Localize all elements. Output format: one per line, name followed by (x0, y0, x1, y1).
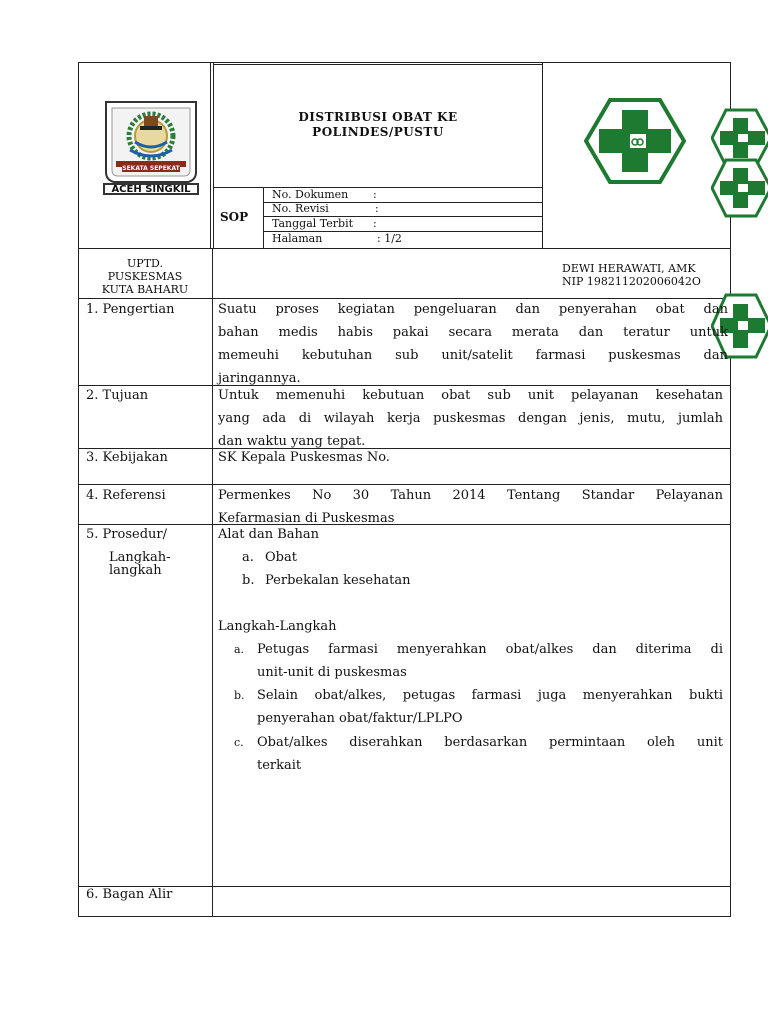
step-marker: a. (234, 643, 245, 656)
kebijakan-text: SK Kepala Puskesmas No. (218, 450, 390, 465)
alat-item: Obat (265, 550, 297, 565)
pengertian-line: bahan medis habis pakai secara merata dan teratur untuk (218, 325, 728, 340)
section-label-referensi: 4. Referensi (86, 488, 166, 503)
unit-line-1: UPTD. (127, 257, 163, 270)
meta-value-dokumen: : (373, 188, 377, 201)
aceh-singkil-logo (100, 98, 202, 198)
meta-value-revisi: : (375, 202, 379, 215)
pengertian-line: jaringannya. (218, 371, 301, 386)
step-line: Obat/alkes diserahkan berdasarkan permintaan oleh unit (257, 735, 723, 750)
meta-label-halaman: Halaman (272, 232, 323, 245)
alat-marker: b. (242, 573, 255, 588)
step-line: Selain obat/alkes, petugas farmasi juga menyerahkan bukti (257, 688, 723, 703)
step-line: penyerahan obat/faktur/LPLPO (257, 711, 463, 726)
step-marker: b. (234, 689, 245, 702)
pengertian-line: memeuhi kebutuhan sub unit/satelit farmasi puskesmas dan (218, 348, 728, 363)
meta-label-revisi: No. Revisi (272, 202, 329, 215)
step-line: unit-unit di puskesmas (257, 665, 407, 680)
logo-motto: SEKATA SEPEKAT (122, 165, 180, 172)
section-label-prosedur: 5. Prosedur/ (86, 527, 167, 542)
signer-nip: NIP 198211202006042O (562, 275, 701, 288)
alat-marker: a. (242, 550, 254, 565)
section-label-bagan-alir: 6. Bagan Alir (86, 887, 173, 902)
unit-name (80, 257, 210, 296)
tujuan-line: yang ada di wilayah kerja puskesmas dengan jenis, mutu, jumlah (218, 411, 723, 426)
meta-label-dokumen: No. Dokumen (272, 188, 349, 201)
meta-value-tanggal: : (373, 217, 377, 230)
document-title (213, 110, 543, 140)
section-label-kebijakan: 3. Kebijakan (86, 450, 168, 465)
tujuan-line: Untuk memenuhi kebutuan obat sub unit pelayanan kesehatan (218, 388, 723, 403)
section-label-tujuan: 2. Tujuan (86, 388, 149, 403)
logo-region: ACEH SINGKIL (111, 184, 191, 195)
unit-line-2: PUSKESMAS (107, 270, 183, 283)
sop-label: SOP (220, 210, 249, 224)
section-label-prosedur: langkah (109, 563, 162, 578)
pengertian-line: Suatu proses kegiatan pengeluaran dan penyerahan obat dan (218, 302, 728, 317)
step-line: Petugas farmasi menyerahkan obat/alkes dan diterima di (257, 642, 723, 657)
title-line-1: DISTRIBUSI OBAT KE (298, 110, 458, 124)
alat-heading: Alat dan Bahan (218, 527, 320, 542)
section-label-prosedur: Langkah- (109, 550, 171, 565)
step-marker: c. (234, 736, 244, 749)
puskesmas-icon (711, 158, 768, 218)
unit-line-3: KUTA BAHARU (101, 283, 189, 296)
title-line-2: POLINDES/PUSTU (312, 125, 444, 139)
section-label-pengertian: 1. Pengertian (86, 302, 175, 317)
alat-item: Perbekalan kesehatan (265, 573, 411, 588)
meta-value-halaman: : 1/2 (377, 232, 402, 245)
referensi-line: Permenkes No 30 Tahun 2014 Tentang Standar Pelayanan (218, 488, 723, 503)
puskesmas-logo (584, 98, 686, 184)
meta-label-tanggal: Tanggal Terbit (272, 217, 354, 230)
step-line: terkait (257, 758, 302, 773)
langkah-heading: Langkah-Langkah (218, 619, 337, 634)
referensi-line: Kefarmasian di Puskesmas (218, 511, 395, 526)
tujuan-line: dan waktu yang tepat. (218, 434, 366, 449)
signer-name: DEWI HERAWATI, AMK (562, 262, 696, 275)
